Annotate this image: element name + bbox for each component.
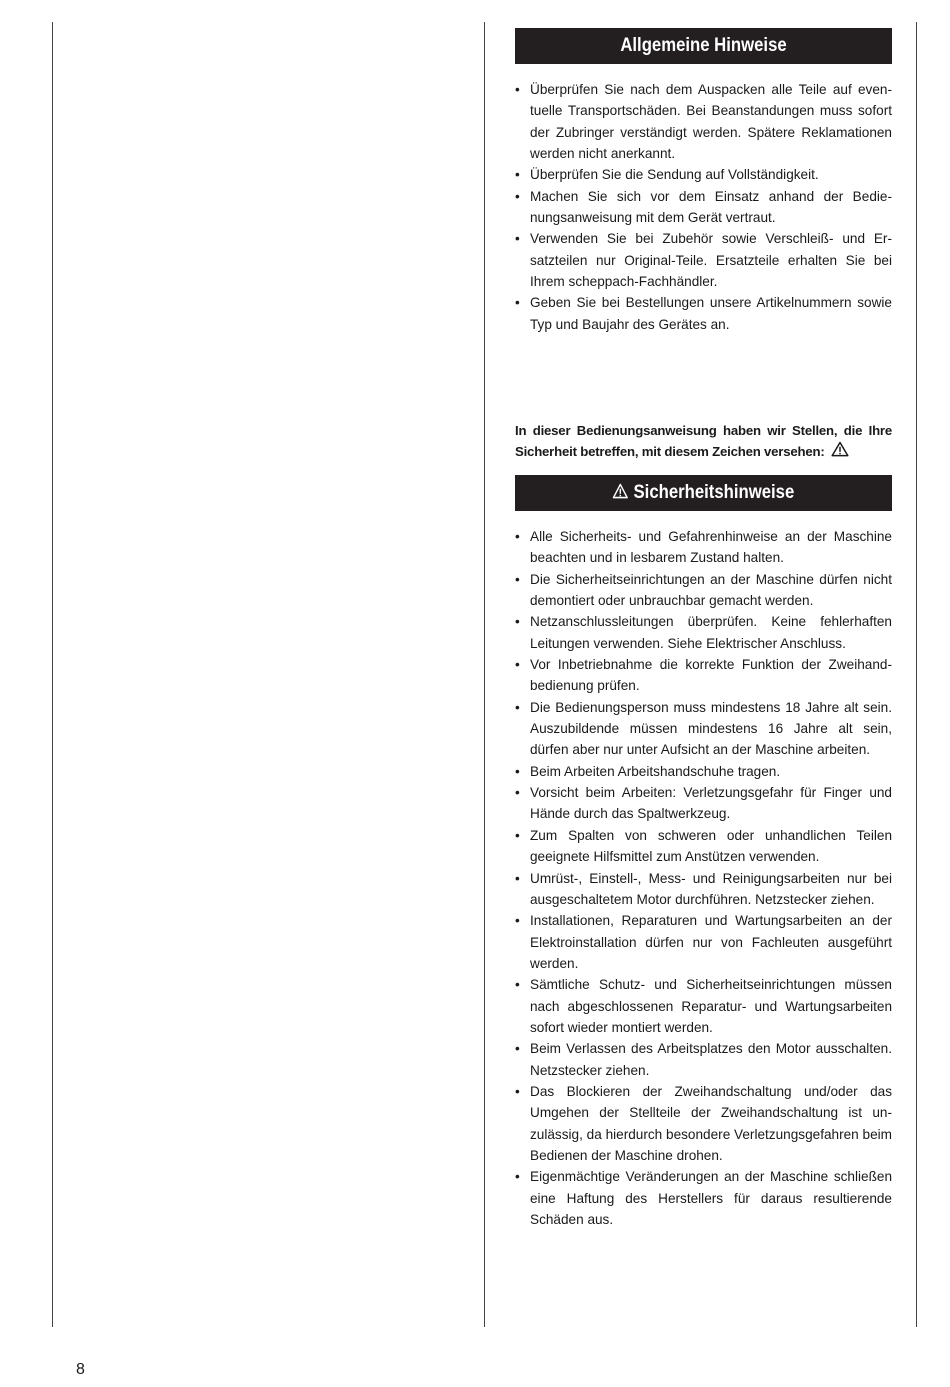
bullet-icon: • xyxy=(515,571,520,587)
bullet-icon: • xyxy=(515,699,520,715)
list-item: • Überprüfen Sie die Sendung auf Vollständigkeit. xyxy=(515,164,892,185)
list-item: • Verwenden Sie bei Zubehör sowie Verschleiß- und Ersatzteilen nur Original-Teile. Ersatzteile erhalten Sie bei Ihrem scheppach-Fachhändler. xyxy=(515,228,892,292)
bullet-icon: • xyxy=(515,785,520,801)
bullet-icon: • xyxy=(515,295,520,311)
safety-note-text: In dieser Bedienungsanweisung haben wir Stellen, die Ihre Sicherheit betreffen, mit diesem Zeichen versehen: xyxy=(515,423,892,459)
bullet-icon: • xyxy=(515,870,520,886)
list-item: • Installationen, Reparaturen und Wartungsarbeiten an der Elektroinstallation dürfen nur von Fachleuten ausgeführt werden. xyxy=(515,910,892,974)
general-section-title xyxy=(515,28,892,64)
safety-section-title-text: Sicherheitshinweise xyxy=(633,482,795,503)
column-divider-middle xyxy=(484,22,485,1327)
list-item: • Vor Inbetriebnahme die korrekte Funktion der Zweihandbedienung prüfen. xyxy=(515,654,892,697)
bullet-icon: • xyxy=(515,188,520,204)
bullet-icon: • xyxy=(515,977,520,993)
general-section-title-text: Allgemeine Hinweise xyxy=(620,35,787,56)
safety-section xyxy=(515,475,892,1230)
list-item: • Vorsicht beim Arbeiten: Verletzungsgefahr für Finger und Hände durch das Spaltwerkzeug. xyxy=(515,782,892,825)
general-bullet-list xyxy=(515,79,892,335)
list-item: • Zum Spalten von schweren oder unhandlichen Teilen geeignete Hilfsmittel zum Anstützen verwenden. xyxy=(515,825,892,868)
safety-section-title-wrap xyxy=(613,482,795,504)
column-divider-right xyxy=(916,22,917,1327)
warning-triangle-icon xyxy=(831,441,849,457)
list-item: • Überprüfen Sie nach dem Auspacken alle Teile auf eventuelle Transportschäden. Bei Beanstandungen muss sofort der Zubringer verständigt werden. Spätere Reklamationen werden nicht anerkannt. xyxy=(515,79,892,164)
list-item: • Eigenmächtige Veränderungen an der Maschine schließen eine Haftung des Herstellers für daraus resultierende Schäden aus. xyxy=(515,1166,892,1230)
list-item: • Geben Sie bei Bestellungen unsere Artikelnummern sowie Typ und Baujahr des Gerätes an. xyxy=(515,292,892,335)
list-item: • Beim Arbeiten Arbeitshandschuhe tragen. xyxy=(515,761,892,782)
safety-note xyxy=(515,420,892,462)
general-section xyxy=(515,28,892,335)
bullet-icon: • xyxy=(515,763,520,779)
safety-bullet-list xyxy=(515,526,892,1230)
bullet-icon: • xyxy=(515,231,520,247)
column-divider-left xyxy=(52,22,53,1327)
list-item: • Die Sicherheitseinrichtungen an der Maschine dürfen nicht demontiert oder unbrauchbar gemacht werden. xyxy=(515,569,892,612)
list-item: • Netzanschlussleitungen überprüfen. Keine fehlerhaften Leitungen verwenden. Siehe Elektrischer Anschluss. xyxy=(515,611,892,654)
bullet-icon: • xyxy=(515,827,520,843)
list-item: • Machen Sie sich vor dem Einsatz anhand der Bedienungsanweisung mit dem Gerät vertraut. xyxy=(515,186,892,229)
list-item: • Sämtliche Schutz- und Sicherheitseinrichtungen müssen nach abgeschlossenen Reparatur- und Wartungsarbeiten sofort wieder montiert werden. xyxy=(515,974,892,1038)
list-item: • Alle Sicherheits- und Gefahrenhinweise an der Maschine beachten und in lesbarem Zustand halten. xyxy=(515,526,892,569)
bullet-icon: • xyxy=(515,614,520,630)
bullet-icon: • xyxy=(515,1083,520,1099)
bullet-icon: • xyxy=(515,167,520,183)
bullet-icon: • xyxy=(515,1169,520,1185)
bullet-icon: • xyxy=(515,82,520,97)
page-number: 8 xyxy=(76,1361,85,1378)
safety-section-title xyxy=(515,475,892,511)
list-item: • Beim Verlassen des Arbeitsplatzes den Motor ausschalten. Netzstecker ziehen. xyxy=(515,1038,892,1081)
bullet-icon: • xyxy=(515,529,520,544)
warning-triangle-icon xyxy=(613,483,629,499)
bullet-icon: • xyxy=(515,657,520,673)
list-item: • Umrüst-, Einstell-, Mess- und Reinigungsarbeiten nur bei ausgeschaltetem Motor durchführen. Netzstecker ziehen. xyxy=(515,868,892,911)
bullet-icon: • xyxy=(515,913,520,929)
list-item: • Die Bedienungsperson muss mindestens 18 Jahre alt sein. Auszubildende müssen mindestens 16 Jahre alt sein, dürfen aber nur unter Aufsicht an der Maschine arbeiten. xyxy=(515,697,892,761)
list-item: • Das Blockieren der Zweihandschaltung und/oder das Umgehen der Stellteile der Zweihandschaltung ist unzulässig, da hierdurch besondere Verletzungsgefahren beim Bedienen der Maschine drohen. xyxy=(515,1081,892,1166)
bullet-icon: • xyxy=(515,1041,520,1057)
